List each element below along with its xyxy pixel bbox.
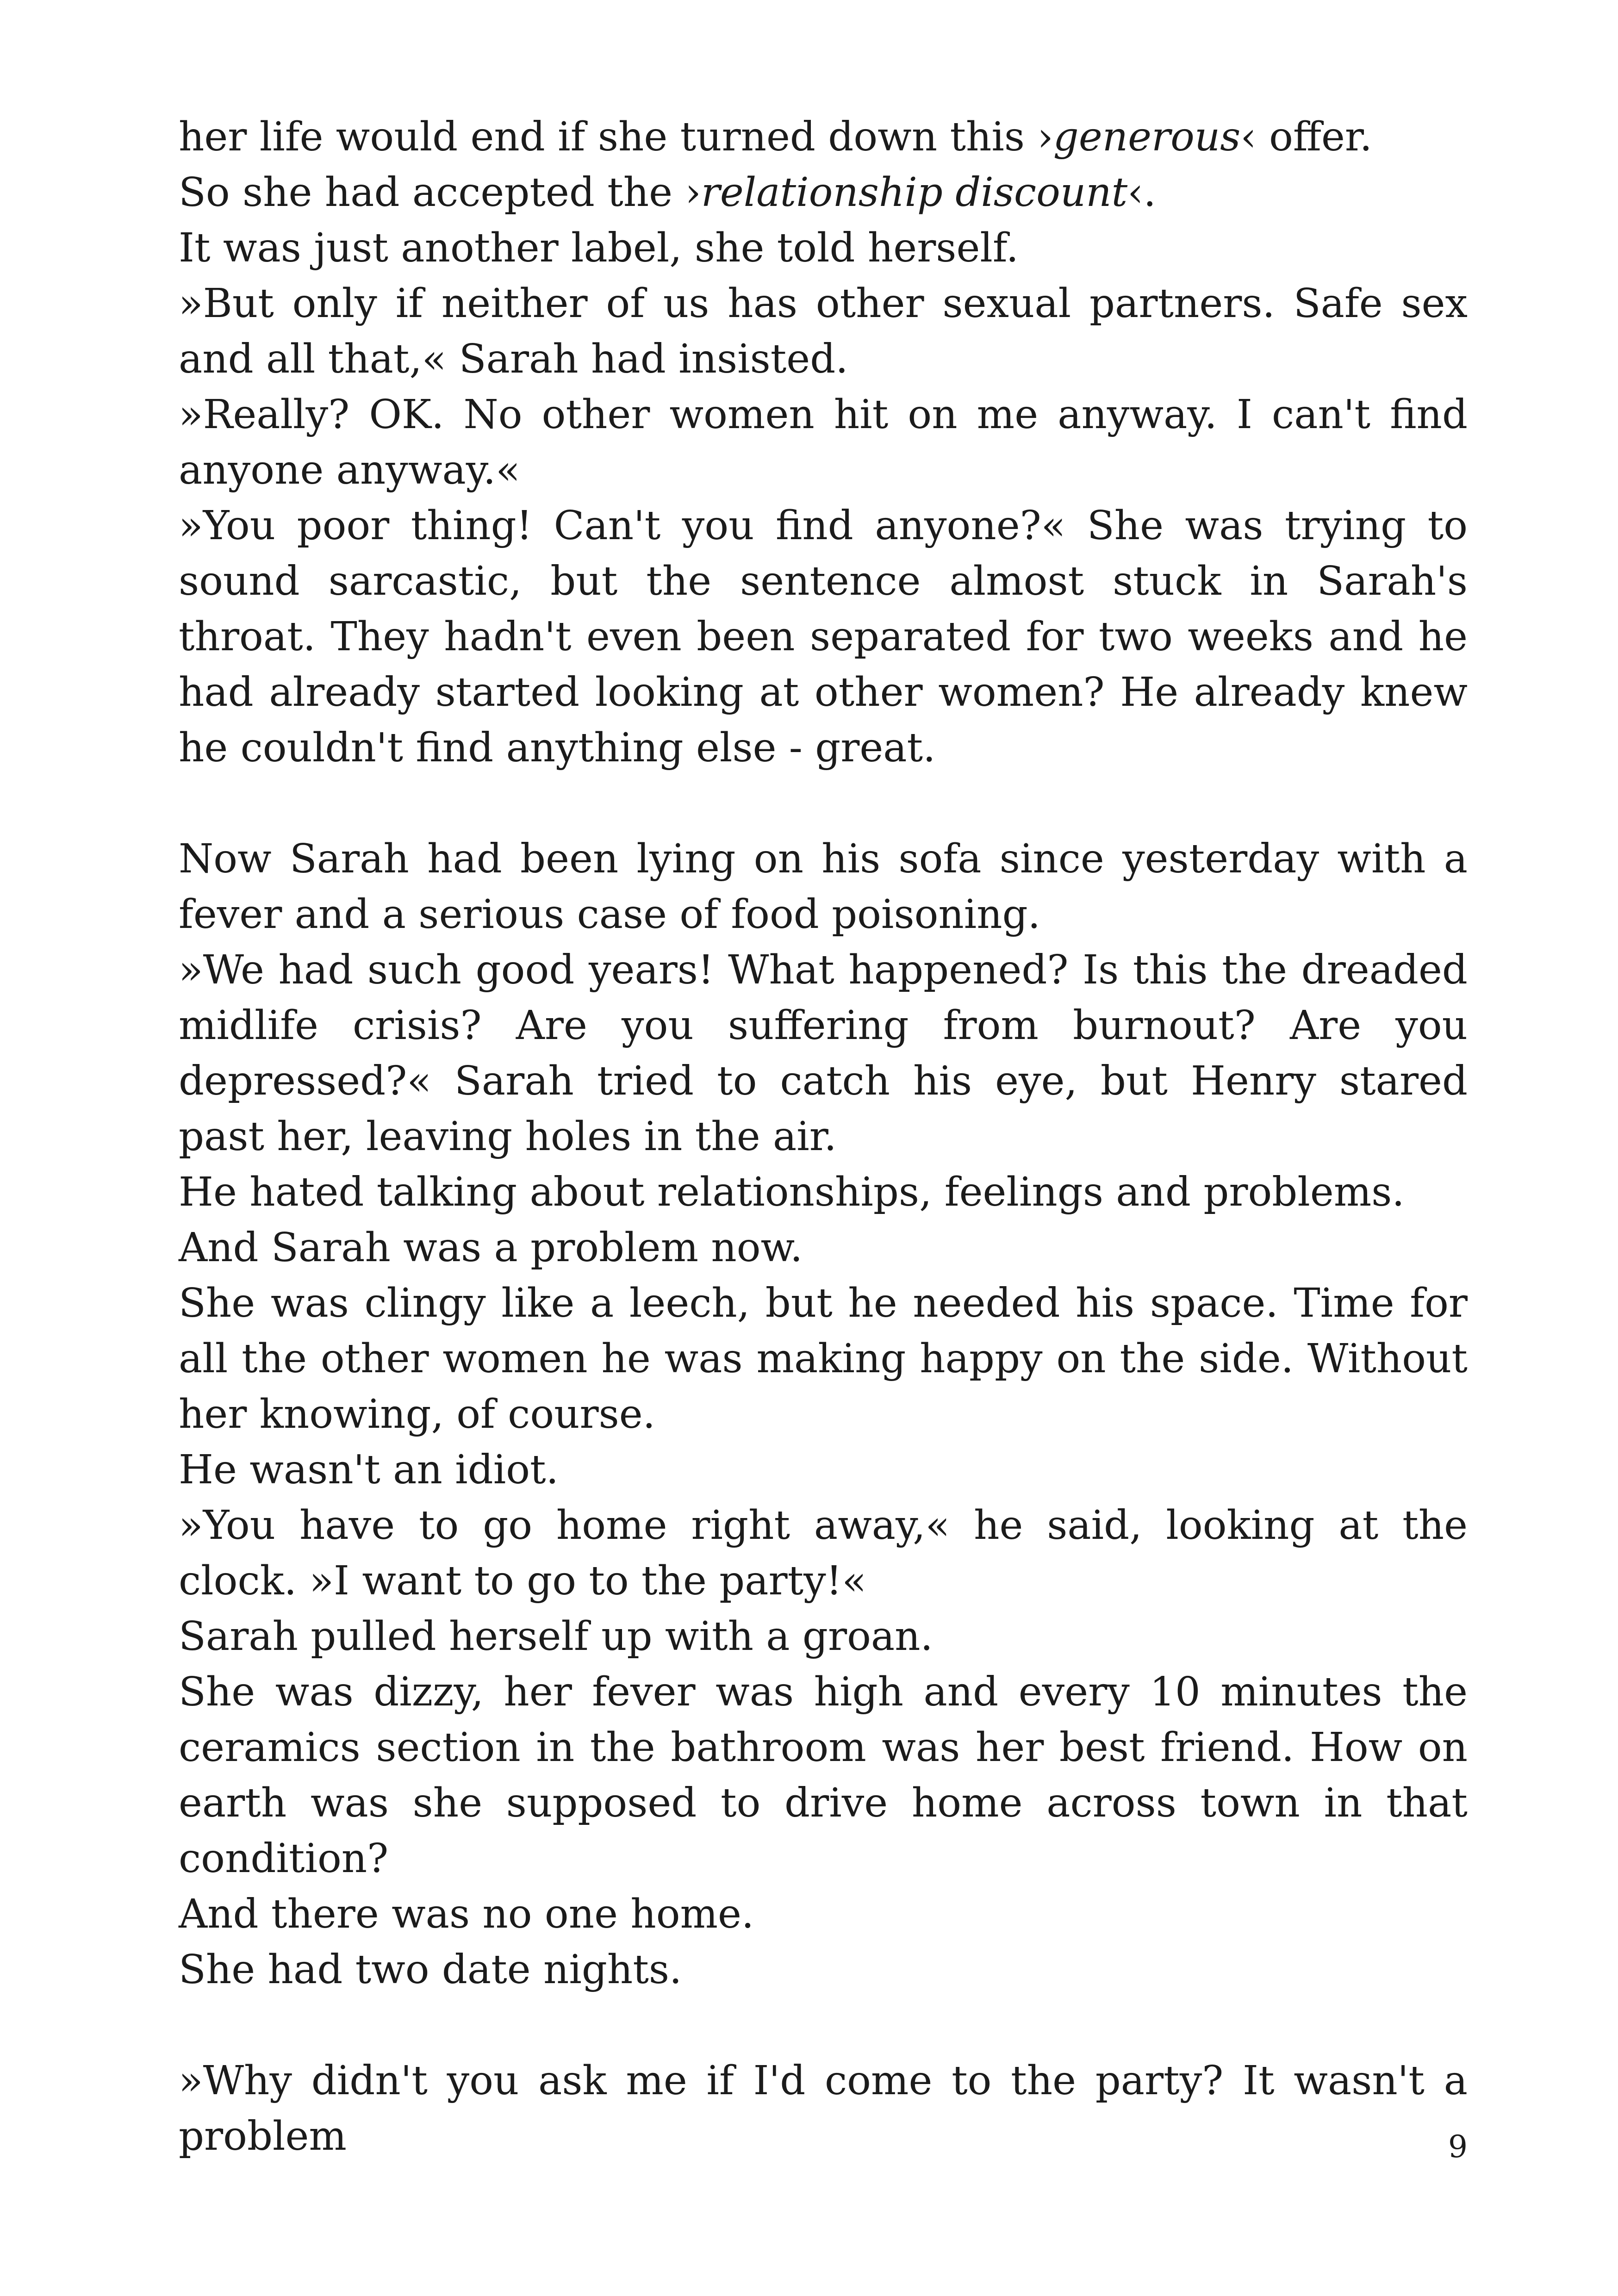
paragraph xyxy=(179,498,1468,776)
text-run: her life would end if she turned down this › xyxy=(179,114,1053,160)
text-run: And there was no one home. xyxy=(179,1891,754,1937)
paragraph xyxy=(179,942,1468,1164)
paragraph xyxy=(179,1276,1468,1442)
paragraph xyxy=(179,109,1468,165)
text-run: She was clingy like a leech, but he needed his space. Time for all the other women he was making happy on the side. Without her knowing, of course. xyxy=(179,1280,1468,1437)
paragraph xyxy=(179,1664,1468,1886)
text-run: She had two date nights. xyxy=(179,1947,682,1993)
paragraph xyxy=(179,831,1468,942)
text-run: »Really? OK. No other women hit on me anyway. I can't find anyone anyway.« xyxy=(179,392,1468,493)
text-run: »You have to go home right away,« he said, looking at the clock. »I want to go to the party!« xyxy=(179,1502,1468,1604)
page-body xyxy=(179,109,1468,2164)
text-run: So she had accepted the › xyxy=(179,169,701,216)
paragraph xyxy=(179,165,1468,220)
text-run: ‹. xyxy=(1127,169,1156,216)
paragraph xyxy=(179,1220,1468,1276)
italic-run: relationship discount xyxy=(701,169,1128,216)
text-run: Now Sarah had been lying on his sofa since yesterday with a fever and a serious case of food poisoning. xyxy=(179,836,1468,938)
text-run: She was dizzy, her fever was high and every 10 minutes the ceramics section in the bathroom was her best friend. How on earth was she supposed to drive home across town in that condition? xyxy=(179,1669,1468,1882)
paragraph xyxy=(179,1886,1468,1942)
paragraph-spacer xyxy=(179,1997,1468,2053)
text-run: ‹ offer. xyxy=(1240,114,1372,160)
paragraph xyxy=(179,2053,1468,2164)
text-run: »You poor thing! Can't you find anyone?« She was trying to sound sarcastic, but the sentence almost stuck in Sarah's throat. They hadn't even been separated for two weeks and he had already started looking at other women? He already knew he couldn't find anything else - great. xyxy=(179,503,1468,771)
paragraph xyxy=(179,1164,1468,1220)
paragraph xyxy=(179,1942,1468,1997)
text-run: He hated talking about relationships, feelings and problems. xyxy=(179,1169,1405,1215)
paragraph xyxy=(179,1498,1468,1609)
paragraph xyxy=(179,276,1468,387)
text-run: »We had such good years! What happened? Is this the dreaded midlife crisis? Are you suffering from burnout? Are you depressed?« Sarah tried to catch his eye, but Henry stared past her, leaving holes in the air. xyxy=(179,947,1468,1160)
text-run: And Sarah was a problem now. xyxy=(179,1225,803,1271)
paragraph-spacer xyxy=(179,776,1468,831)
page-number: 9 xyxy=(1448,2129,1468,2165)
paragraph xyxy=(179,220,1468,276)
text-run: »Why didn't you ask me if I'd come to the party? It wasn't a problem xyxy=(179,2058,1468,2159)
italic-run: generous xyxy=(1053,114,1241,160)
text-run: It was just another label, she told herself. xyxy=(179,225,1019,271)
text-run: Sarah pulled herself up with a groan. xyxy=(179,1613,933,1660)
paragraph xyxy=(179,1442,1468,1498)
text-run: »But only if neither of us has other sexual partners. Safe sex and all that,« Sarah had insisted. xyxy=(179,280,1468,382)
paragraph xyxy=(179,1609,1468,1664)
text-run: He wasn't an idiot. xyxy=(179,1447,559,1493)
paragraph xyxy=(179,387,1468,498)
